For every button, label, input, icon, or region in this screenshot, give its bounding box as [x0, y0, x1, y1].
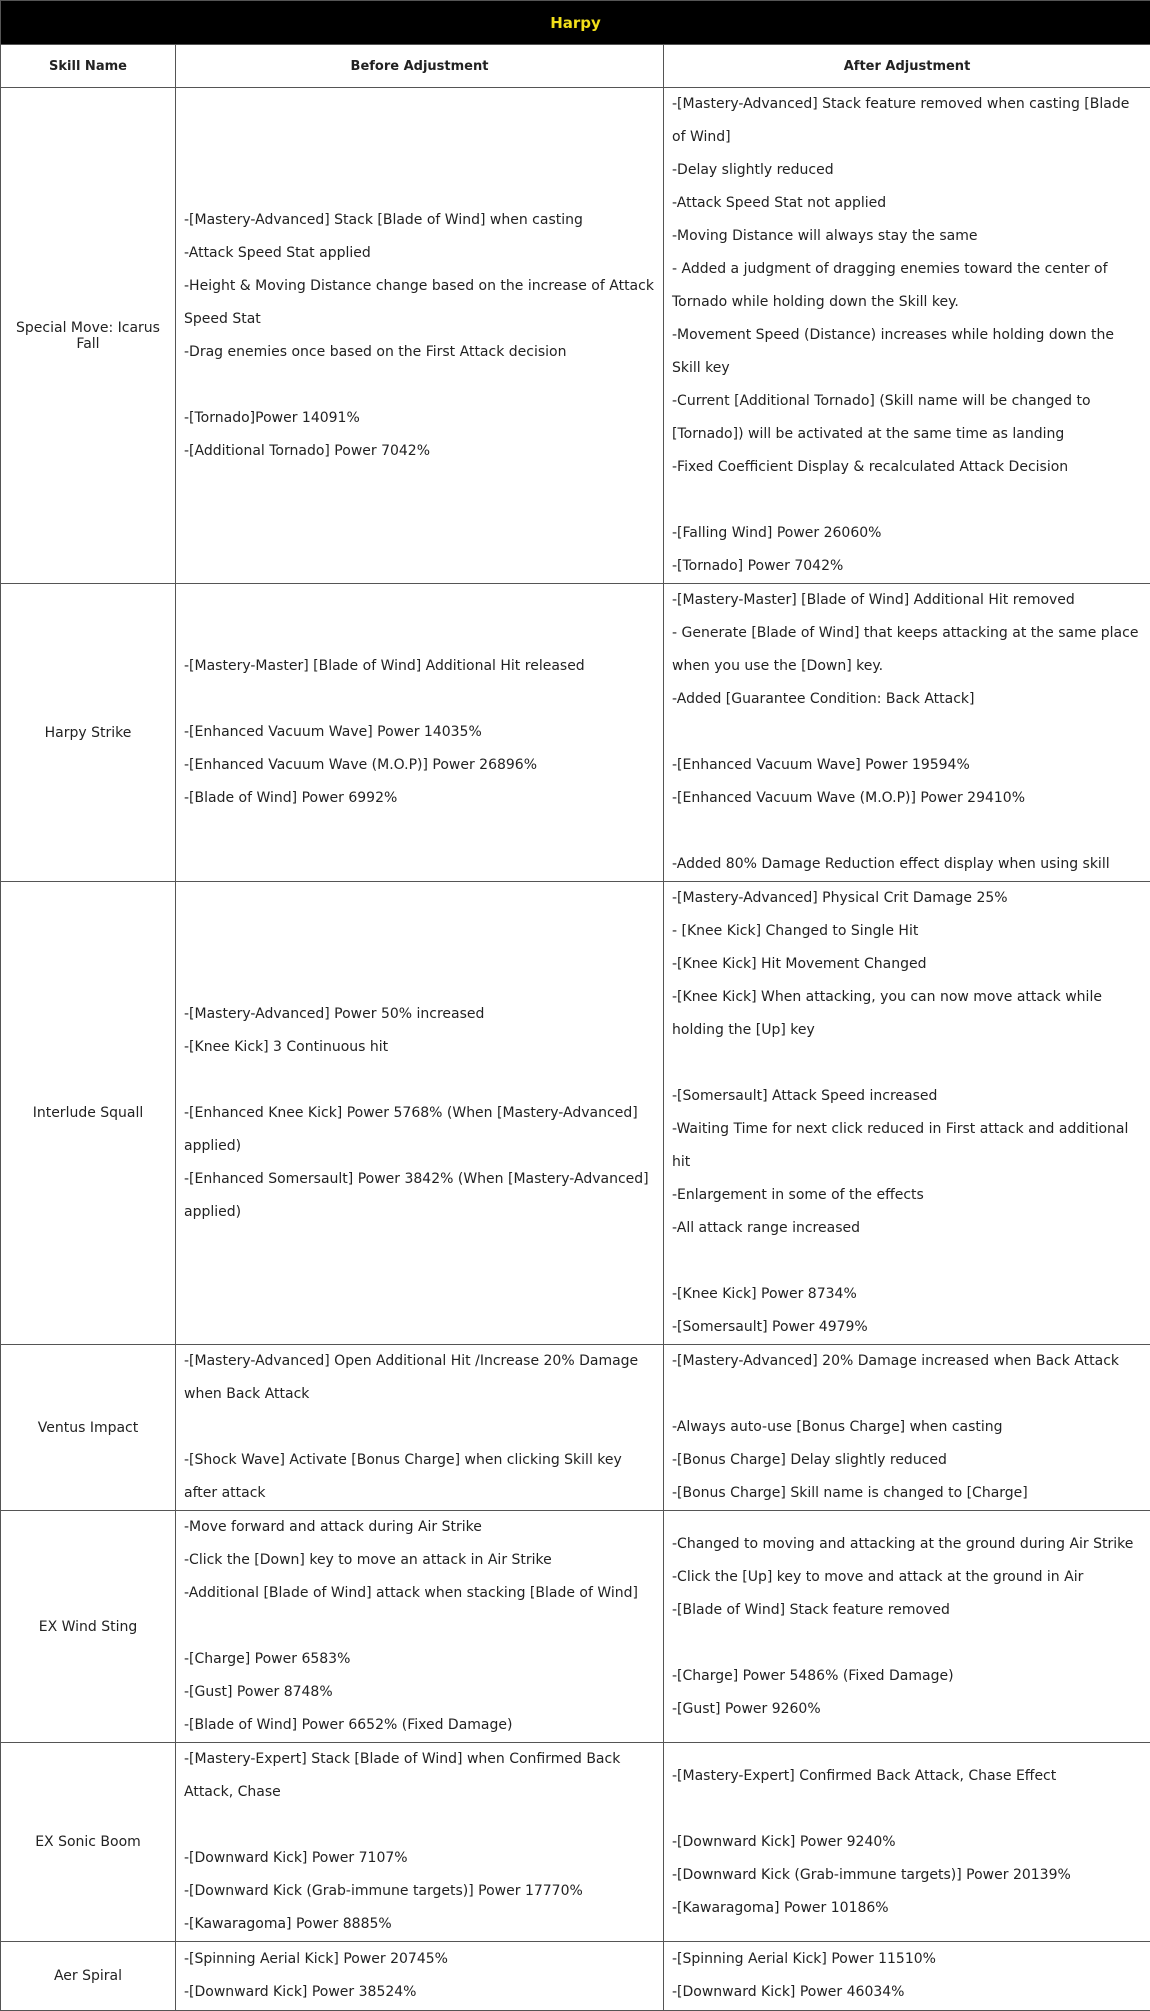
before-adjustment-line: -[Gust] Power 8748% [184, 1676, 657, 1709]
after-adjustment-line [672, 1627, 1144, 1660]
after-adjustment-line: -Added 80% Damage Reduction effect display when using skill [672, 848, 1144, 881]
after-adjustment-line [672, 716, 1144, 749]
skill-name: Harpy Strike [1, 584, 176, 882]
before-adjustment-line: -Click the [Down] key to move an attack in Air Strike [184, 1544, 657, 1577]
skill-name: EX Wind Sting [1, 1511, 176, 1743]
after-adjustment-line: -[Mastery-Expert] Confirmed Back Attack, Chase Effect [672, 1760, 1144, 1793]
after-adjustment-line: -[Bonus Charge] Delay slightly reduced [672, 1444, 1144, 1477]
after-adjustment-line: -[Blade of Wind] Stack feature removed [672, 1594, 1144, 1627]
after-adjustment-line [672, 1047, 1144, 1080]
after-adjustment-cell [664, 1743, 1150, 1942]
before-adjustment-line: -[Enhanced Vacuum Wave (M.O.P)] Power 26896% [184, 749, 657, 782]
before-adjustment-line: -[Additional Tornado] Power 7042% [184, 435, 657, 468]
after-adjustment-line: -[Downward Kick] Power 46034% [672, 1976, 1144, 2009]
after-adjustment-line: -[Mastery-Advanced] Stack feature removed when casting [Blade of Wind] [672, 88, 1144, 154]
skill-name: Ventus Impact [1, 1345, 176, 1511]
before-adjustment-cell [176, 1743, 664, 1942]
before-adjustment-line: -[Spinning Aerial Kick] Power 20745% [184, 1943, 657, 1976]
after-adjustment-cell [664, 882, 1150, 1345]
before-adjustment-line: -[Enhanced Somersault] Power 3842% (When [Mastery-Advanced] applied) [184, 1163, 657, 1229]
before-adjustment-line: -[Tornado]Power 14091% [184, 402, 657, 435]
after-adjustment-line [672, 484, 1144, 517]
after-adjustment-line: -All attack range increased [672, 1212, 1144, 1245]
before-adjustment-cell [176, 1942, 664, 2011]
after-adjustment-line: -[Mastery-Master] [Blade of Wind] Additional Hit removed [672, 584, 1144, 617]
after-adjustment-line: - [Knee Kick] Changed to Single Hit [672, 915, 1144, 948]
table-title: Harpy [1, 1, 1150, 45]
before-adjustment-line: -Move forward and attack during Air Strike [184, 1511, 657, 1544]
after-adjustment-cell [664, 1942, 1150, 2011]
before-adjustment-line: -[Kawaragoma] Power 8885% [184, 1908, 657, 1941]
table-row [1, 584, 1150, 882]
before-adjustment-cell [176, 88, 664, 584]
table-header-row [1, 45, 1150, 88]
after-adjustment-line: -[Mastery-Advanced] 20% Damage increased when Back Attack [672, 1345, 1144, 1378]
after-adjustment-line [672, 1378, 1144, 1411]
after-adjustment-cell [664, 88, 1150, 584]
table-row [1, 1942, 1150, 2011]
before-adjustment-line: -[Downward Kick] Power 38524% [184, 1976, 657, 2009]
table-row [1, 1511, 1150, 1743]
before-adjustment-cell [176, 1511, 664, 1743]
after-adjustment-line [672, 1245, 1144, 1278]
after-adjustment-line: - Added a judgment of dragging enemies toward the center of Tornado while holding down the Skill key. [672, 253, 1144, 319]
after-adjustment-line: -[Enhanced Vacuum Wave (M.O.P)] Power 29410% [672, 782, 1144, 815]
after-adjustment-line: -[Knee Kick] When attacking, you can now move attack while holding the [Up] key [672, 981, 1144, 1047]
after-adjustment-line: -Added [Guarantee Condition: Back Attack] [672, 683, 1144, 716]
before-adjustment-line [184, 1064, 657, 1097]
after-adjustment-line: -[Mastery-Advanced] Physical Crit Damage 25% [672, 882, 1144, 915]
before-adjustment-cell [176, 584, 664, 882]
after-adjustment-line: -[Spinning Aerial Kick] Power 11510% [672, 1943, 1144, 1976]
after-adjustment-line: -Always auto-use [Bonus Charge] when casting [672, 1411, 1144, 1444]
after-adjustment-line: -Waiting Time for next click reduced in First attack and additional hit [672, 1113, 1144, 1179]
after-adjustment-cell [664, 584, 1150, 882]
after-adjustment-line: -[Downward Kick (Grab-immune targets)] Power 20139% [672, 1859, 1144, 1892]
after-adjustment-line: -[Tornado] Power 7042% [672, 550, 1144, 583]
header-after-adjustment: After Adjustment [664, 45, 1150, 88]
before-adjustment-line: -[Blade of Wind] Power 6992% [184, 782, 657, 815]
after-adjustment-line: -Movement Speed (Distance) increases while holding down the Skill key [672, 319, 1144, 385]
after-adjustment-line: -Delay slightly reduced [672, 154, 1144, 187]
after-adjustment-line: -[Enhanced Vacuum Wave] Power 19594% [672, 749, 1144, 782]
before-adjustment-line: -[Shock Wave] Activate [Bonus Charge] when clicking Skill key after attack [184, 1444, 657, 1510]
before-adjustment-line: -[Mastery-Advanced] Stack [Blade of Wind] when casting [184, 204, 657, 237]
after-adjustment-line: -Moving Distance will always stay the same [672, 220, 1144, 253]
before-adjustment-line: -[Downward Kick (Grab-immune targets)] Power 17770% [184, 1875, 657, 1908]
after-adjustment-cell [664, 1511, 1150, 1743]
after-adjustment-line: -[Charge] Power 5486% (Fixed Damage) [672, 1660, 1144, 1693]
before-adjustment-line [184, 1610, 657, 1643]
after-adjustment-line: -Changed to moving and attacking at the ground during Air Strike [672, 1528, 1144, 1561]
after-adjustment-line: -Fixed Coefficient Display & recalculated Attack Decision [672, 451, 1144, 484]
after-adjustment-line: -[Bonus Charge] Skill name is changed to [Charge] [672, 1477, 1144, 1510]
before-adjustment-line [184, 369, 657, 402]
after-adjustment-line: -[Knee Kick] Power 8734% [672, 1278, 1144, 1311]
before-adjustment-line: -[Charge] Power 6583% [184, 1643, 657, 1676]
skill-name: Aer Spiral [1, 1942, 176, 2011]
after-adjustment-line: -Current [Additional Tornado] (Skill name will be changed to [Tornado]) will be activated at the same time as landing [672, 385, 1144, 451]
header-before-adjustment: Before Adjustment [176, 45, 664, 88]
table-row [1, 1345, 1150, 1511]
after-adjustment-line: -Attack Speed Stat not applied [672, 187, 1144, 220]
after-adjustment-line: -[Somersault] Attack Speed increased [672, 1080, 1144, 1113]
before-adjustment-line: -[Downward Kick] Power 7107% [184, 1842, 657, 1875]
after-adjustment-line: -[Somersault] Power 4979% [672, 1311, 1144, 1344]
before-adjustment-line: -[Mastery-Master] [Blade of Wind] Additional Hit released [184, 650, 657, 683]
header-skill-name: Skill Name [1, 45, 176, 88]
after-adjustment-line: -[Falling Wind] Power 26060% [672, 517, 1144, 550]
table-row [1, 1743, 1150, 1942]
before-adjustment-line [184, 1809, 657, 1842]
after-adjustment-line: -Enlargement in some of the effects [672, 1179, 1144, 1212]
table-row [1, 882, 1150, 1345]
before-adjustment-line: -Height & Moving Distance change based on the increase of Attack Speed Stat [184, 270, 657, 336]
table-title-row [1, 1, 1150, 45]
before-adjustment-line [184, 1411, 657, 1444]
after-adjustment-cell [664, 1345, 1150, 1511]
before-adjustment-line: -[Enhanced Knee Kick] Power 5768% (When [Mastery-Advanced] applied) [184, 1097, 657, 1163]
table-row [1, 88, 1150, 584]
after-adjustment-line: -[Knee Kick] Hit Movement Changed [672, 948, 1144, 981]
after-adjustment-line: -[Kawaragoma] Power 10186% [672, 1892, 1144, 1925]
before-adjustment-line: -[Mastery-Advanced] Power 50% increased [184, 998, 657, 1031]
before-adjustment-line: -[Blade of Wind] Power 6652% (Fixed Damage) [184, 1709, 657, 1742]
before-adjustment-cell [176, 1345, 664, 1511]
before-adjustment-line: -[Enhanced Vacuum Wave] Power 14035% [184, 716, 657, 749]
skill-name: Interlude Squall [1, 882, 176, 1345]
before-adjustment-cell [176, 882, 664, 1345]
after-adjustment-line [672, 1793, 1144, 1826]
after-adjustment-line: -[Gust] Power 9260% [672, 1693, 1144, 1726]
before-adjustment-line: -[Mastery-Expert] Stack [Blade of Wind] when Confirmed Back Attack, Chase [184, 1743, 657, 1809]
skill-name: EX Sonic Boom [1, 1743, 176, 1942]
before-adjustment-line: -Attack Speed Stat applied [184, 237, 657, 270]
skill-name: Special Move: Icarus Fall [1, 88, 176, 584]
before-adjustment-line: -[Mastery-Advanced] Open Additional Hit /Increase 20% Damage when Back Attack [184, 1345, 657, 1411]
after-adjustment-line: - Generate [Blade of Wind] that keeps attacking at the same place when you use the [Down] key. [672, 617, 1144, 683]
after-adjustment-line: -Click the [Up] key to move and attack at the ground in Air [672, 1561, 1144, 1594]
before-adjustment-line: -[Knee Kick] 3 Continuous hit [184, 1031, 657, 1064]
after-adjustment-line [672, 815, 1144, 848]
before-adjustment-line [184, 683, 657, 716]
before-adjustment-line: -Additional [Blade of Wind] attack when stacking [Blade of Wind] [184, 1577, 657, 1610]
before-adjustment-line: -Drag enemies once based on the First Attack decision [184, 336, 657, 369]
after-adjustment-line: -[Downward Kick] Power 9240% [672, 1826, 1144, 1859]
